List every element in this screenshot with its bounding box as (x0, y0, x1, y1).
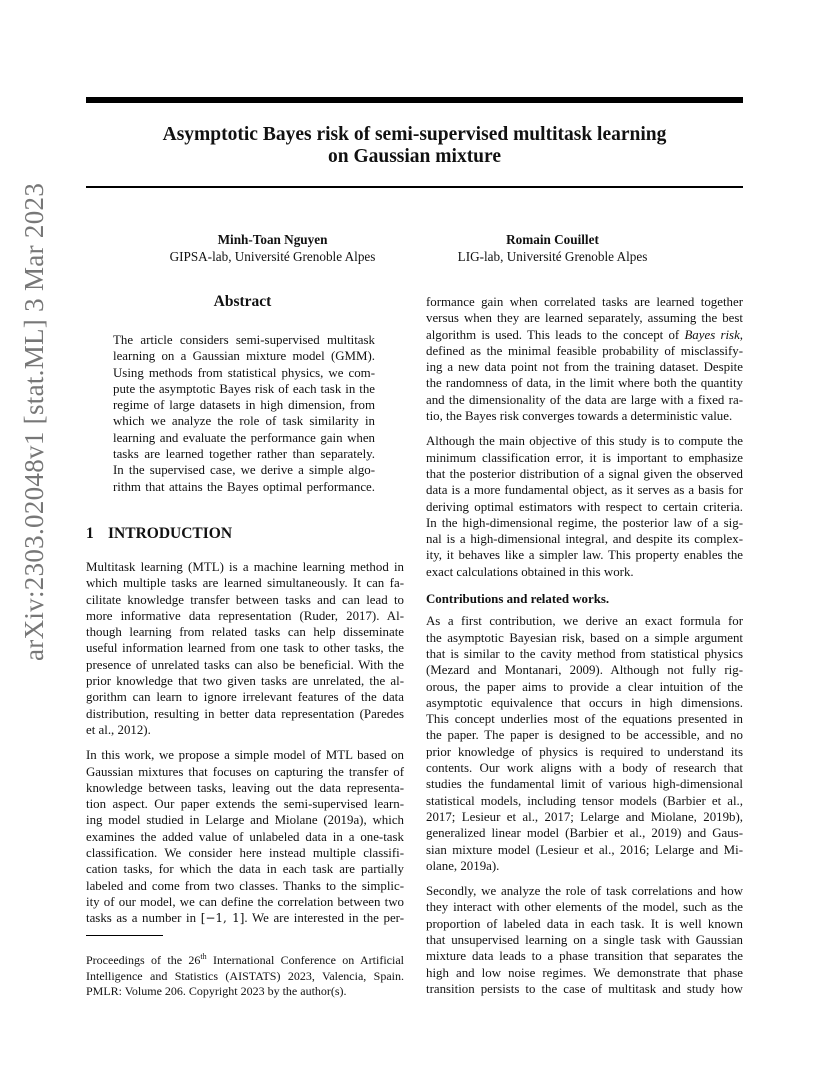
paper-title (86, 124, 743, 168)
text-line: gorithm can learn to ignore irrelevant features of the data (86, 690, 404, 705)
text-line: transition persists to the case of multitask and study how (426, 981, 743, 996)
title-line-1: Asymptotic Bayes risk of semi-supervised multitask learning (162, 124, 667, 145)
author-affiliation: LIG-lab, Université Grenoble Alpes (457, 249, 648, 264)
text-line: tio, the Bayes risk converges towards a deterministic value. (426, 409, 733, 424)
text-line: ing model studied in Lelarge and Miolane (2019a), which (86, 813, 404, 828)
footnote-rule (86, 935, 163, 936)
text-line: presence of unrelated tasks can also be beneficial. With the (86, 657, 404, 672)
abstract-line: learning on a Gaussian mixture model (GMM). (113, 349, 375, 364)
text-line: Gaussian mixtures that focuses on capturing the transfer of (86, 764, 404, 779)
author-affiliation: GIPSA-lab, Université Grenoble Alpes (169, 249, 376, 264)
text-line: the paper. The paper is designed to be accessible, and no (426, 728, 743, 743)
abstract-line: pute the asymptotic Bayes risk of each task in the (113, 381, 375, 396)
author-name: Minh-Toan Nguyen (217, 232, 328, 247)
text-line: ing a new data point not from the training dataset. Despite (426, 360, 743, 375)
text-line: though learning from related tasks can help disseminate (86, 625, 404, 640)
text-line: cation tasks, for which the data in each task are partially (86, 862, 404, 877)
text-line: nal is a high-dimensional integral, and despite its complex- (426, 532, 743, 547)
abstract-line: In the supervised case, we derive a simple algo- (113, 463, 375, 478)
author-name: Romain Couillet (506, 232, 599, 247)
text-line: distribution, resulting in better data representation (Paredes (86, 706, 404, 721)
text-line: more informative data representation (Ruder, 2017). Al- (86, 608, 404, 623)
author-block-1 (150, 231, 395, 265)
text-line (86, 910, 404, 926)
abstract-line: The article considers semi-supervised multitask (113, 333, 375, 347)
text-line: ity, it behaves like a simpler law. This property enables the (426, 548, 743, 563)
paragraph (426, 294, 743, 424)
text-line: (Mezard and Montanari, 2009). Although not fully rig- (426, 663, 743, 678)
text-line: deriving optimal estimators with respect to certain criteria. (426, 499, 743, 514)
text-line: olane, 2019a). (426, 858, 500, 873)
text-line: sian mixture model (Lesieur et al., 2016; Lelarge and Mi- (426, 842, 743, 857)
footnote-line: PMLR: Volume 206. Copyright 2023 by the author(s). (86, 984, 347, 998)
text-line: knowledge between tasks, leaving out the data representa- (86, 780, 404, 795)
italic-term: Bayes risk, (684, 327, 744, 342)
text-line: that is similar to the cavity method from statistical physics (426, 646, 743, 661)
text-span: tasks as a number in (86, 911, 201, 926)
text-line: asymptotic equivalence that occurs in high dimensions. (426, 695, 743, 710)
text-line: statistical models, including tensor models (Barbier et al., (426, 793, 743, 808)
text-line: Secondly, we analyze the role of task correlations and how (426, 884, 743, 899)
text-line: cilitate knowledge transfer between tasks and can lead to (86, 592, 404, 607)
text-line (426, 327, 743, 343)
text-line: et al., 2012). (86, 722, 151, 737)
text-line: As a first contribution, we derive an exact formula for (426, 614, 743, 629)
text-line: data is a more fundamental object, as it serves as a basis for (426, 483, 743, 498)
text-line: This concept underlies most of the equations presented in (426, 712, 743, 727)
text-line: useful information learned from one task to other tasks, the (86, 641, 404, 656)
text-line: which multiple tasks are learned simultaneously. It can fa- (86, 576, 404, 591)
section-title: INTRODUCTION (108, 525, 233, 542)
math-interval: [−1, 1] (200, 911, 245, 926)
text-line: studies the fundamental limit of various high-dimensional (426, 777, 743, 792)
footnote (86, 953, 404, 1000)
text-line: prior knowledge that two given tasks are unrelated, the al- (86, 674, 404, 689)
paragraph (86, 559, 404, 738)
top-rule (86, 97, 743, 103)
text-line: classification. We consider here instead multiple classifi- (86, 846, 404, 861)
text-span: . We are interested in the per- (244, 911, 404, 926)
paragraph (426, 433, 743, 580)
text-line: Although the main objective of this study is to compute the (426, 434, 743, 449)
text-line: generalized linear model (Barbier et al., 2019) and Gaus- (426, 826, 743, 841)
text-line: ity of our model, we can define the correlation between two (86, 894, 404, 909)
abstract-line: regime of large datasets in high dimension, from (113, 398, 375, 413)
superscript: th (200, 952, 207, 961)
text-line: Multitask learning (MTL) is a machine learning method in (86, 560, 404, 574)
text-line: contents. Our work aligns with a body of research that (426, 761, 743, 776)
arxiv-sidebar-stamp: arXiv:2303.02048v1 [stat.ML] 3 Mar 2023 (19, 182, 49, 661)
text-line: orous, the paper aims to provide a clear intuition of the (426, 679, 743, 694)
text-line: the asymptotic Bayesian risk, based on a simple argument (426, 630, 743, 645)
author-block-2 (430, 231, 675, 265)
text-line: In this work, we propose a simple model of MTL based on (86, 748, 404, 763)
text-line: exact calculations obtained in this work. (426, 564, 634, 579)
paragraph (426, 613, 743, 874)
text-line: they interact with other elements of the model, such as the (426, 900, 743, 915)
text-span: algorithm is used. This leads to the concept of (426, 327, 685, 342)
text-line: prior knowledge of physics is required to understand its (426, 744, 743, 759)
section-heading (86, 525, 232, 543)
abstract-body (113, 332, 375, 495)
text-line: In the high-dimensional regime, the posterior law of a sig- (426, 515, 743, 530)
abstract-line: tasks are learned together rather than separately. (113, 447, 375, 462)
text-line: minimum classification error, it is important to emphasize (426, 450, 743, 465)
paragraph (86, 747, 404, 926)
text-span: Proceedings of the 26 (86, 953, 201, 967)
text-line: proportion of labeled data in each task. It is well known (426, 916, 743, 931)
abstract-line: learning and evaluate the performance gain when (113, 430, 375, 445)
text-line: labeled and come from two classes. Thanks to the simplic- (86, 878, 404, 893)
section-number: 1 (86, 525, 94, 542)
abstract-heading: Abstract (213, 293, 272, 310)
text-line: and the dimensionality of the data are large with a fixed ra- (426, 392, 743, 407)
text-line: that the posterior distribution of a signal given the observed (426, 466, 743, 481)
left-column (86, 559, 404, 927)
text-line: versus when they are learned separately, assuming the best (426, 311, 743, 326)
text-line: tion aspect. Our paper extends the semi-supervised learn- (86, 797, 404, 812)
abstract-line: which we analyze the role of task similarity in (113, 414, 375, 429)
text-line: formance gain when correlated tasks are learned together (426, 295, 743, 309)
text-line: the randomness of data, in the limit where both the quantity (426, 376, 743, 391)
text-line: 2017; Lesieur et al., 2017; Lelarge and Miolane, 2019b), (426, 809, 743, 824)
text-line: mixture data leads to a phase transition that separates the (426, 949, 743, 964)
footnote-line: Intelligence and Statistics (AISTATS) 2023, Valencia, Spain. (86, 968, 404, 983)
right-column (426, 294, 743, 997)
footnote-line (86, 953, 404, 969)
abstract-line: rithm that attains the Bayes optimal performance. (113, 479, 375, 494)
paragraph (426, 883, 743, 997)
subsection-heading: Contributions and related works. (426, 592, 610, 607)
text-line: high and low noise regimes. We demonstrate that phase (426, 965, 743, 980)
text-line: defined as the minimal feasible probability of misclassify- (426, 343, 743, 358)
title-rule (86, 186, 743, 188)
text-line: examines the added value of unlabeled data in a one-task (86, 829, 404, 844)
title-line-2: on Gaussian mixture (327, 146, 501, 167)
text-line: that unsupervised learning on a single task with Gaussian (426, 932, 743, 947)
text-span: International Conference on Artificial (206, 953, 404, 967)
abstract-line: Using methods from statistical physics, we com- (113, 365, 375, 380)
